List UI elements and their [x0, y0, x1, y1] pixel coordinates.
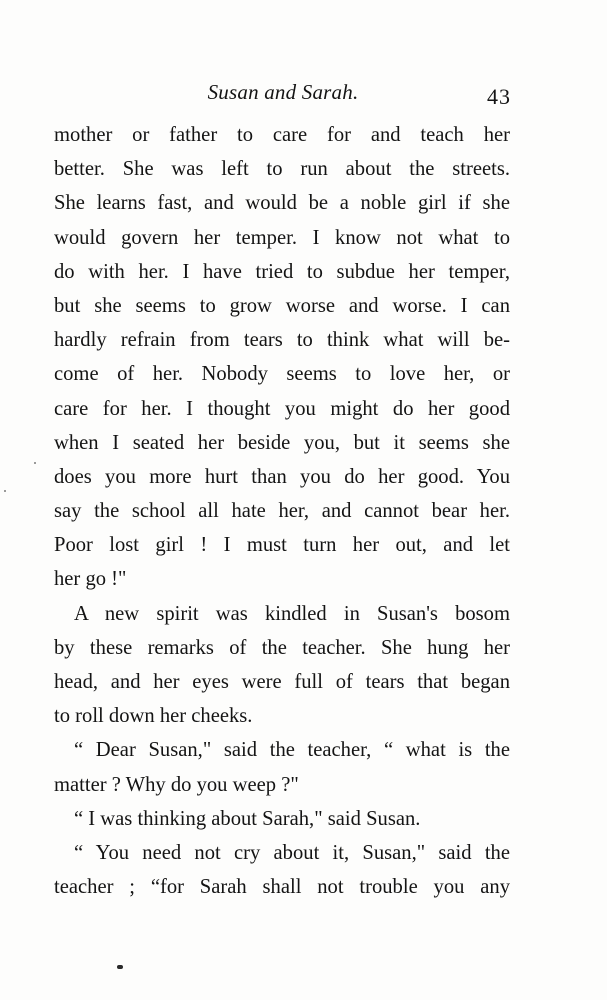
text-line: She learns fast, and would be a noble girl if she [54, 192, 510, 215]
text-line: would govern her temper. I know not what to [54, 226, 510, 249]
text-line: “ You need not cry about it, Susan," said the [74, 841, 510, 864]
text-line: Poor lost girl ! I must turn her out, and let [54, 534, 510, 557]
text-line: “ Dear Susan," said the teacher, “ what is the [74, 739, 510, 762]
page-number: 43 [487, 84, 511, 109]
text-line: better. She was left to run about the streets. [54, 158, 510, 181]
text-line: matter ? Why do you weep ?" [54, 773, 299, 796]
body-text [54, 118, 510, 904]
text-line: by these remarks of the teacher. She hung her [54, 636, 510, 659]
text-line: but she seems to grow worse and worse. I can [54, 294, 510, 317]
text-line: teacher ; “for Sarah shall not trouble you any [54, 876, 510, 899]
text-line: to roll down her cheeks. [54, 705, 253, 728]
text-line: care for her. I thought you might do her good [54, 397, 510, 420]
text-line: A new spirit was kindled in Susan's bosom [74, 602, 510, 625]
ink-speck [34, 462, 36, 464]
text-line: hardly refrain from tears to think what will be- [54, 329, 510, 352]
text-line: head, and her eyes were full of tears that began [54, 671, 510, 693]
text-line: does you more hurt than you do her good. You [54, 465, 510, 488]
ink-speck [4, 490, 6, 492]
running-head [0, 80, 607, 110]
text-line: do with her. I have tried to subdue her temper, [54, 260, 510, 283]
text-line: mother or father to care for and teach her [54, 124, 510, 146]
running-title: Susan and Sarah. [207, 80, 359, 104]
text-line: when I seated her beside you, but it seems she [54, 431, 510, 454]
ink-speck [117, 965, 123, 969]
text-line: her go !" [54, 568, 127, 591]
text-line: “ I was thinking about Sarah," said Susan. [74, 807, 421, 830]
text-line: come of her. Nobody seems to love her, or [54, 363, 510, 386]
text-line: say the school all hate her, and cannot bear her. [54, 500, 510, 523]
